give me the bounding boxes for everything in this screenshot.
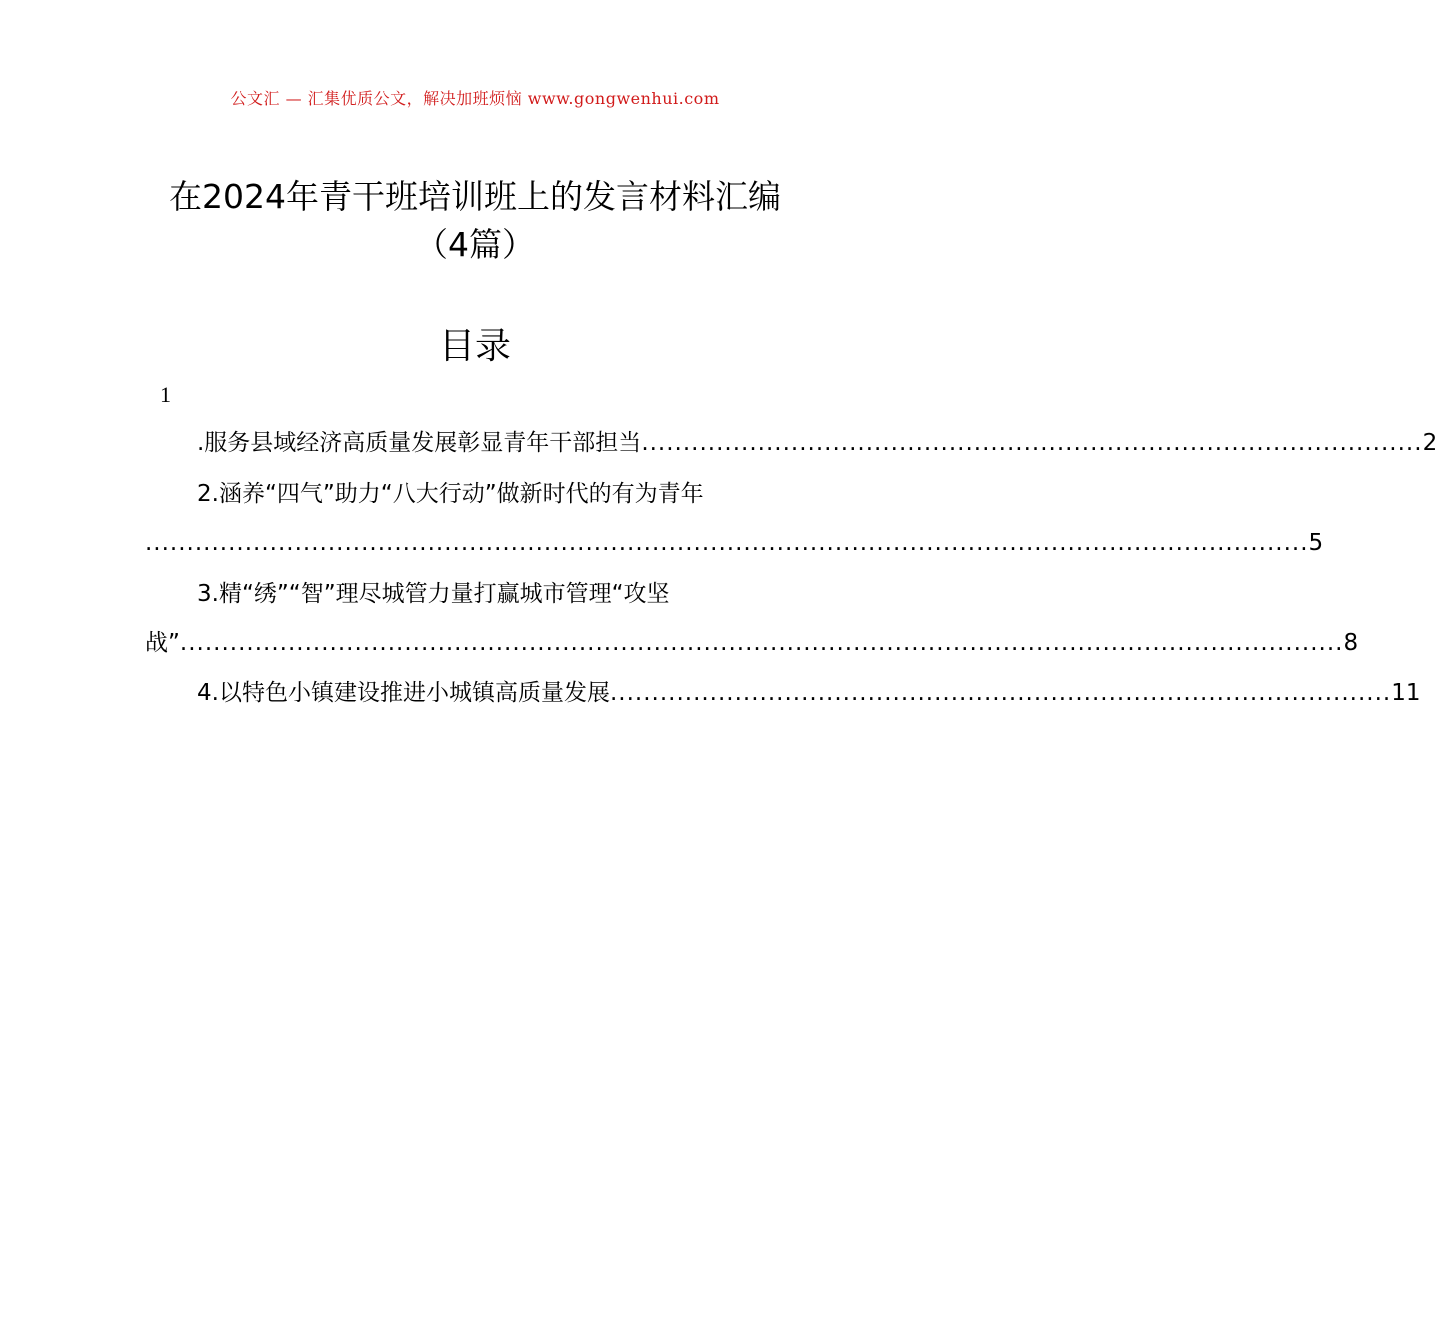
toc-entry-4[interactable] bbox=[145, 678, 1421, 708]
toc-entry-title: .服务县域经济高质量发展彰显青年干部担当 bbox=[197, 430, 642, 456]
toc-entry-page: 8 bbox=[1343, 630, 1359, 656]
toc-entry-2-cont[interactable] bbox=[145, 528, 1324, 558]
document-title-line1: 在2024年青干班培训班上的发言材料汇编 bbox=[169, 177, 781, 216]
toc-entry-page: 11 bbox=[1391, 680, 1421, 706]
toc-entry-title-cont: 战” bbox=[145, 630, 180, 656]
toc-entry-number: 1 bbox=[160, 382, 171, 407]
site-header-watermark: 公文汇 — 汇集优质公文，解决加班烦恼 www.gongwenhui.com bbox=[230, 89, 720, 108]
toc-leader-dots: ............................................................................................................................................ bbox=[145, 530, 1309, 556]
toc-leader-dots: .............................................................................................. bbox=[641, 430, 1423, 456]
toc-entry-title: 4.以特色小镇建设推进小城镇高质量发展 bbox=[197, 680, 610, 706]
toc-entry-1[interactable] bbox=[145, 428, 1437, 458]
document-title-line2: （4篇） bbox=[415, 225, 535, 264]
toc-entry-title: 2.涵养“四气”助力“八大行动”做新时代的有为青年 bbox=[197, 481, 704, 507]
toc-entry-page: 5 bbox=[1308, 530, 1324, 556]
toc-leader-dots: ............................................................................................................................................ bbox=[179, 630, 1344, 656]
toc-leader-dots: .............................................................................................. bbox=[609, 680, 1392, 706]
toc-entry-3-cont[interactable] bbox=[145, 628, 1359, 658]
toc-entry-title: 3.精“绣”“智”理尽城管力量打赢城市管理“攻坚 bbox=[197, 581, 670, 607]
toc-entry-3[interactable] bbox=[145, 579, 858, 609]
toc-entry-page: 2 bbox=[1422, 430, 1437, 456]
toc-heading: 目录 bbox=[438, 326, 511, 367]
toc-entry-2[interactable] bbox=[145, 479, 858, 509]
